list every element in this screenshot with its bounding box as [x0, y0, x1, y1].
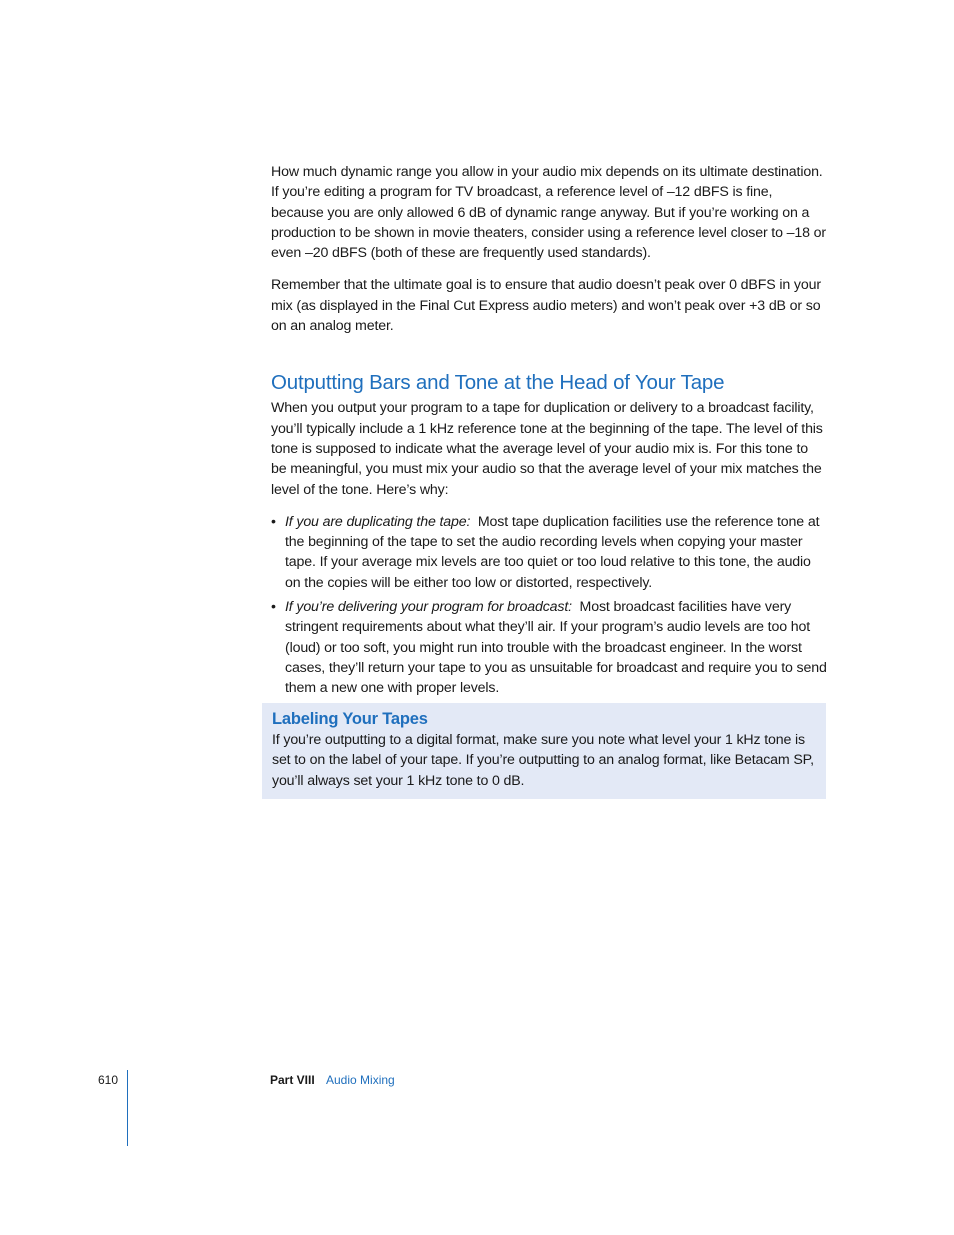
bullet-lead: If you are duplicating the tape:: [285, 513, 471, 530]
footer-part-label: Part VIII: [270, 1073, 315, 1087]
intro-paragraph-2: Remember that the ultimate goal is to ensure that audio doesn’t peak over 0 dBFS in your mix (as displayed in the Final Cut Express audio meters) and won’t peak over +3 dB or so on an analog meter.: [271, 277, 821, 335]
bullet-marker: •: [271, 513, 276, 530]
footer-divider: [127, 1070, 128, 1146]
bullet-text: Most broadcast facilities have very stringent requirements about what they’ll air. If your program’s audio levels are too hot (loud) or too soft, you might run into trouble with the broadcast engineer. In the worst cases, they’ll return your tape to you as unsuitable for broadcast and require you to send them a new one with proper levels.: [285, 599, 827, 697]
note-heading: Labeling Your Tapes: [272, 710, 428, 728]
page-content: [271, 162, 827, 709]
bullet-text: Most tape duplication facilities use the reference tone at the beginning of the tape to set the audio recording levels when copying your master tape. If your average mix levels are too quiet or too loud relative to this tone, the audio on the copies will be either too low or distorted, respectively.: [285, 513, 820, 591]
bullet-marker: •: [271, 599, 276, 616]
bullet-lead: If you’re delivering your program for broadcast:: [285, 599, 572, 616]
note-box: [262, 703, 826, 799]
bullet-item: [271, 597, 827, 698]
footer-chapter-label: Audio Mixing: [326, 1073, 395, 1087]
bullet-list: [271, 512, 827, 699]
page-number: 610: [98, 1073, 119, 1087]
section-paragraph: When you output your program to a tape for duplication or delivery to a broadcast facility, you’ll typically include a 1 kHz reference tone at the beginning of the tape. The level of this tone is supposed to indicate what the average level of your audio mix is. For this tone to be meaningful, you must mix your audio so that the average level of your mix matches the level of the tone. Here’s why:: [271, 400, 823, 498]
note-text: If you’re outputting to a digital format, make sure you note what level your 1 kHz tone is set to on the label of your tape. If you’re outputting to an analog format, like Betacam SP, you’ll always set your 1 kHz tone to 0 dB.: [272, 732, 814, 789]
bullet-item: [271, 512, 827, 593]
section-heading: Outputting Bars and Tone at the Head of Your Tape: [271, 371, 725, 395]
intro-paragraph-1: How much dynamic range you allow in your audio mix depends on its ultimate destination. If you’re editing a program for TV broadcast, a reference level of –12 dBFS is fine, because you are only allowed 6 dB of dynamic range anyway. But if you’re working on a production to be shown in movie theaters, consider using a reference level closer to –18 or even –20 dBFS (both of these are frequently used standards).: [271, 164, 826, 262]
